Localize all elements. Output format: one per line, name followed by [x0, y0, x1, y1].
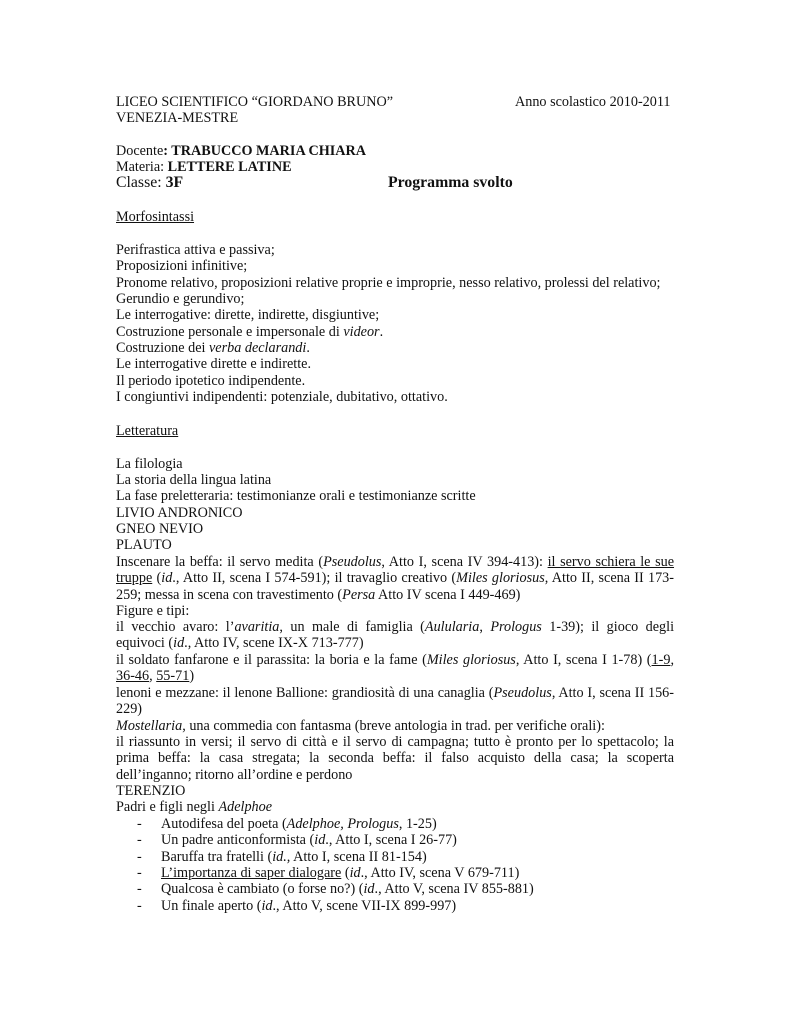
morfo-item: Le interrogative: dirette, indirette, disgiuntive; — [116, 307, 380, 323]
para-text: ) — [189, 668, 195, 685]
work-title: Miles gloriosus — [426, 652, 516, 668]
work-title: id — [363, 881, 375, 897]
para-text: , — [670, 652, 674, 668]
para-text: Atto IV scena I 449-469) — [375, 586, 521, 603]
lett-line: La storia della lingua latina — [116, 472, 272, 488]
list-text: ., Atto IV, scena V 679-711) — [360, 865, 520, 881]
subject-name: LETTERE LATINE — [167, 159, 292, 175]
work-title: Pseudolus — [323, 554, 382, 570]
plauto-paragraph-avaro — [116, 619, 674, 652]
list-text: , 1-25) — [398, 816, 437, 832]
work-title: Persa — [342, 586, 376, 603]
list-text: ., Atto V, scene VII-IX 899-997) — [272, 898, 457, 914]
school-name: LICEO SCIENTIFICO “GIORDANO BRUNO” — [116, 94, 394, 110]
morfosintassi-heading: Morfosintassi — [116, 209, 195, 225]
author-heading: GNEO NEVIO — [116, 521, 204, 537]
morfo-item: I congiuntivi indipendenti: potenziale, dubitativo, ottativo. — [116, 389, 448, 405]
work-title: id — [349, 865, 361, 881]
para-text: Inscenare la beffa: il servo medita ( — [116, 554, 324, 570]
teacher-line — [116, 143, 366, 159]
lett-line: La filologia — [116, 456, 183, 472]
school-year: Anno scolastico 2010-2011 — [515, 94, 671, 110]
para-text: lenoni e mezzane: il lenone Ballione: grandiosità di una canaglia ( — [116, 685, 494, 701]
para-text: , Atto I, scena I 1-78) ( — [515, 652, 652, 668]
morfo-latin-term: videor — [343, 324, 380, 340]
subject-label: Materia: — [116, 159, 168, 175]
morfo-item — [116, 340, 310, 356]
verse-link[interactable]: 36-46 — [116, 668, 150, 685]
list-text: Baruffa tra fratelli ( — [161, 849, 273, 865]
verse-link[interactable]: 55-71 — [156, 668, 190, 685]
list-text: Atto I, scena II 81-154) — [290, 849, 427, 865]
class-line — [116, 175, 183, 191]
list-item — [161, 832, 457, 848]
para-text: 1-39); il gioco degli equivoci ( — [116, 619, 675, 652]
list-dash: - — [137, 849, 142, 865]
list-item — [161, 865, 519, 881]
plauto-paragraph-soldato — [116, 652, 674, 685]
teacher-name: TRABUCCO MARIA CHIARA — [171, 143, 366, 159]
para-text: ., Atto IV, scene IX-X 713-777) — [184, 635, 364, 652]
morfo-text: Costruzione personale e impersonale di — [116, 324, 344, 340]
work-title: id — [173, 635, 185, 652]
list-text: ., Atto V, scena IV 855-881) — [374, 881, 534, 897]
underlined-passage[interactable]: L’importanza di saper dialogare — [161, 865, 342, 881]
list-item — [161, 898, 456, 914]
list-text: ., Atto I, scena I 26-77) — [325, 832, 457, 848]
list-dash: - — [137, 865, 142, 881]
list-item — [161, 849, 427, 865]
morfo-text: Costruzione dei — [116, 340, 209, 356]
underlined-passage: il servo schiera le sue truppe — [116, 554, 675, 587]
morfo-item: Le interrogative dirette e indirette. — [116, 356, 311, 372]
figure-e-tipi: Figure e tipi: — [116, 603, 190, 619]
morfo-text: . — [379, 324, 384, 340]
morfo-item: Perifrastica attiva e passiva; — [116, 242, 275, 258]
morfo-latin-term: verba declarandi — [209, 340, 307, 356]
mostellaria-line — [116, 718, 605, 734]
author-heading: PLAUTO — [116, 537, 172, 553]
para-text: ., Atto II, scena I 574-591); il travaglio creativo ( — [172, 570, 457, 587]
para-text: il vecchio avaro: l’ — [116, 619, 235, 635]
morfo-item: Gerundio e gerundivo; — [116, 291, 245, 307]
morfo-item: Il periodo ipotetico indipendente. — [116, 373, 306, 389]
list-text: Un finale aperto ( — [161, 898, 262, 914]
mostellaria-summary: il riassunto in versi; il servo di città e il servo di campagna; tutto è pronto per lo spettacolo; la prima beffa: la casa stregata; la seconda beffa: il falso acquisto della casa; la scoperta dell’inganno; ritorno all’ordine e perdono — [116, 734, 674, 783]
work-title: id — [261, 898, 273, 914]
adelphoe-heading — [116, 799, 272, 815]
para-text: , Atto I, scena II 156-229) — [116, 685, 674, 718]
subject-line — [116, 159, 292, 175]
list-dash: - — [137, 881, 142, 897]
para-text: , — [149, 668, 157, 685]
work-title: id — [314, 832, 326, 848]
work-title: Pseudolus — [493, 685, 552, 701]
para-text: il soldato fanfarone e il parassita: la boria e la fame ( — [116, 652, 427, 668]
morfo-item: Pronome relativo, proposizioni relative proprie e improprie, nesso relativo, prolessi del relativo; — [116, 275, 661, 291]
list-dash: - — [137, 832, 142, 848]
work-title: avaritia — [234, 619, 280, 635]
list-text: Autodifesa del poeta ( — [161, 816, 287, 832]
list-dash: - — [137, 898, 142, 914]
class-name: 3F — [165, 174, 184, 191]
list-item — [161, 816, 437, 832]
plauto-paragraph-lenoni — [116, 685, 674, 718]
document-title — [388, 175, 513, 191]
morfo-item: Proposizioni infinitive; — [116, 258, 248, 274]
morfo-item — [116, 324, 383, 340]
para-text: , — [479, 619, 491, 635]
teacher-label: Docente — [116, 143, 164, 159]
document-title-text: Programma svolto — [388, 174, 513, 191]
lett-line: La fase preletteraria: testimonianze orali e testimonianze scritte — [116, 488, 476, 504]
author-heading: LIVIO ANDRONICO — [116, 505, 243, 521]
list-text: Qualcosa è cambiato (o forse no?) ( — [161, 881, 364, 897]
work-title: Adelphoe — [218, 799, 273, 815]
work-title: Aulularia — [424, 619, 480, 635]
work-title: Mostellaria — [116, 718, 183, 734]
para-text: ( — [152, 570, 162, 587]
work-title: id — [161, 570, 173, 587]
morfo-text: . — [306, 340, 310, 356]
para-text: , una commedia con fantasma (breve antologia in trad. per verifiche orali): — [182, 718, 605, 734]
work-title: Prologus — [490, 619, 542, 635]
list-item — [161, 881, 534, 897]
school-city: VENEZIA-MESTRE — [116, 110, 239, 126]
para-text: , Atto II, scena II 173-259; messa in scena con travestimento ( — [116, 570, 675, 603]
list-text: Un padre anticonformista ( — [161, 832, 315, 848]
class-label: Classe: — [116, 174, 166, 191]
work-title: Miles gloriosus — [456, 570, 545, 587]
work-title: id., — [272, 849, 291, 865]
teacher-sep: : — [163, 143, 172, 159]
letteratura-heading: Letteratura — [116, 423, 179, 439]
plauto-paragraph-beffa — [116, 554, 674, 603]
author-heading: TERENZIO — [116, 783, 186, 799]
para-text: , Atto I, scena IV 394-413): — [381, 554, 548, 570]
list-text: ( — [341, 865, 350, 881]
para-text: , un male di famiglia ( — [279, 619, 425, 635]
work-title: Adelphoe, Prologus — [286, 816, 399, 832]
verse-link[interactable]: 1-9 — [651, 652, 671, 668]
para-text: Padri e figli negli — [116, 799, 219, 815]
list-dash: - — [137, 816, 142, 832]
